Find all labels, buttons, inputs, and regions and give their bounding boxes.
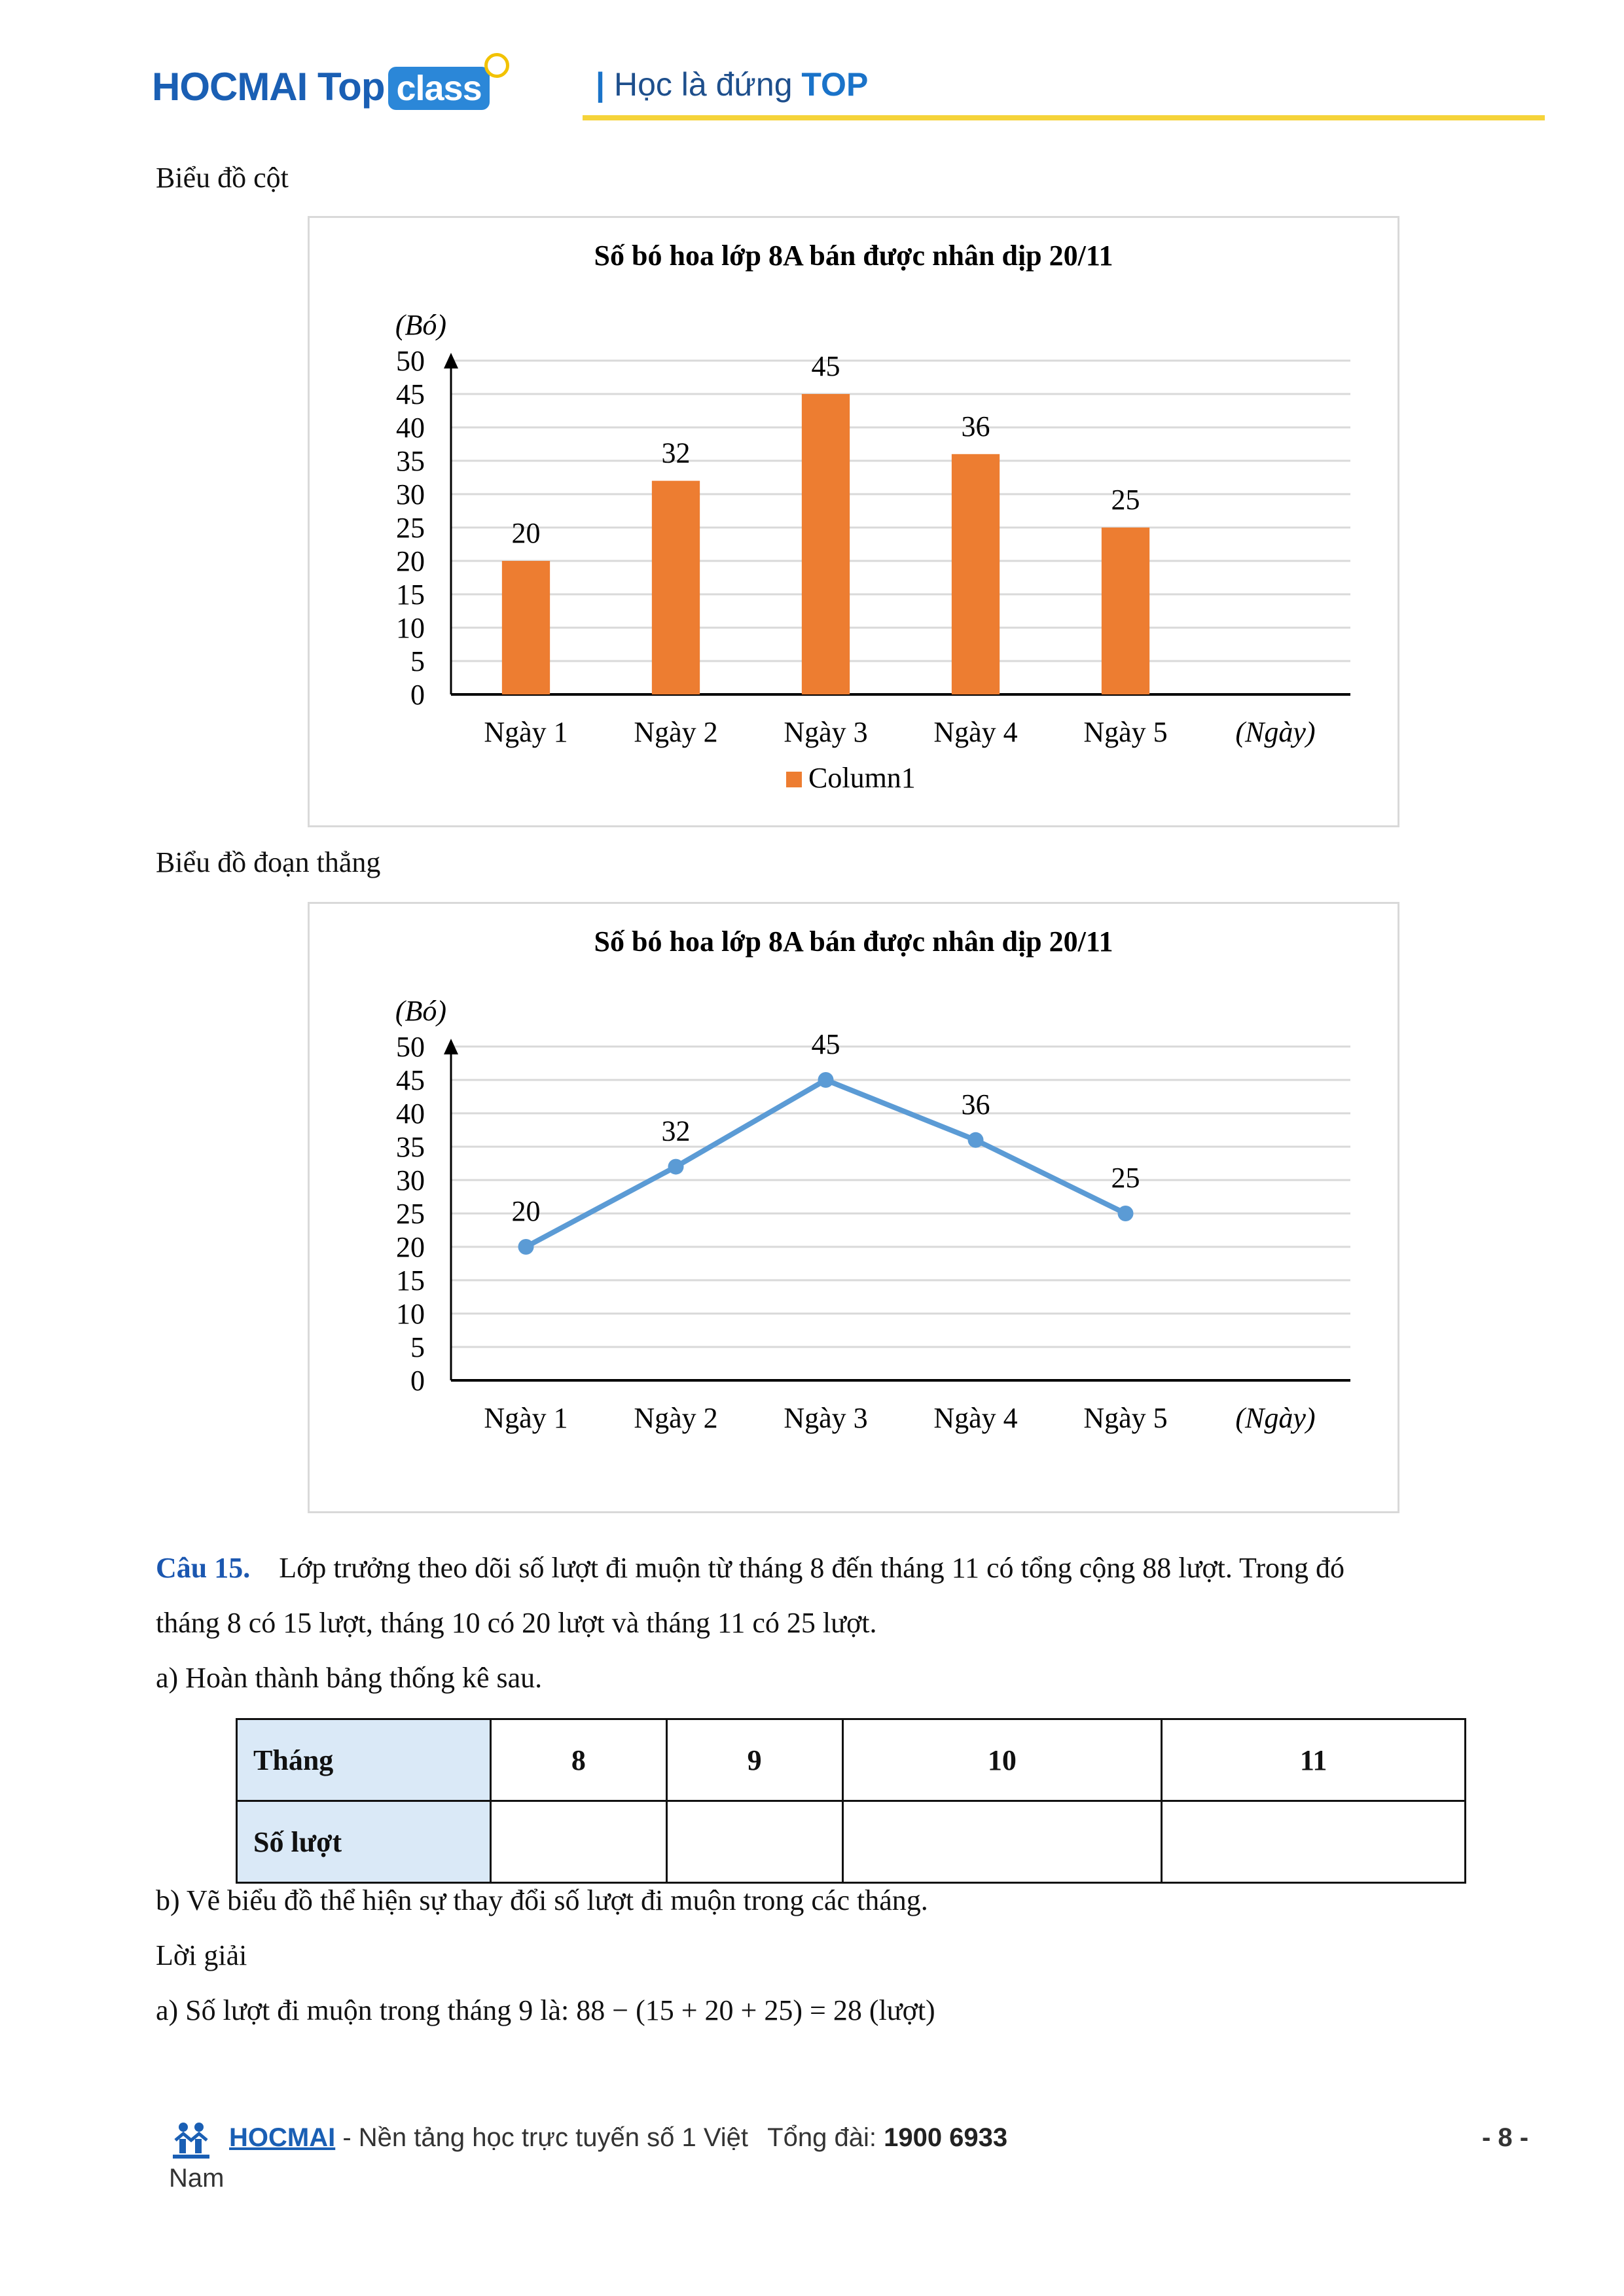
page-number: - 8 - — [1482, 2123, 1529, 2152]
data-point — [518, 1239, 534, 1255]
x-tick-label: Ngày 3 — [784, 716, 868, 748]
bar-chart — [310, 218, 1398, 825]
y-tick-label: 25 — [396, 1198, 425, 1230]
y-tick-label: 10 — [396, 1298, 425, 1330]
y-tick-label: 40 — [396, 412, 425, 444]
question-label: Câu 15. — [156, 1552, 251, 1584]
table-cell-empty — [491, 1801, 667, 1883]
logo-sun-icon — [484, 53, 509, 78]
data-label: 25 — [1111, 1162, 1140, 1194]
y-tick-label: 35 — [396, 445, 425, 477]
x-axis-label: (Ngày) — [1235, 716, 1316, 748]
x-tick-label: Ngày 5 — [1083, 1402, 1168, 1434]
question-line-2: tháng 8 có 15 lượt, tháng 10 có 20 lượt và tháng 11 có 25 lượt. — [156, 1607, 877, 1639]
y-tick-label: 45 — [396, 1064, 425, 1096]
footer-hotline-label: Tổng đài: — [767, 2123, 876, 2152]
bar — [652, 481, 700, 694]
footer-brand-link[interactable]: HOCMAI — [229, 2123, 336, 2152]
line-chart — [310, 904, 1398, 1511]
section-line-chart-label: Biểu đồ đoạn thẳng — [156, 846, 381, 878]
y-tick-label: 40 — [396, 1098, 425, 1130]
data-point — [968, 1132, 984, 1148]
x-axis-label: (Ngày) — [1235, 1402, 1316, 1434]
x-tick-label: Ngày 1 — [484, 716, 568, 748]
table-cell-empty — [1162, 1801, 1466, 1883]
bar — [502, 561, 550, 694]
table-cell-month: 11 — [1162, 1719, 1466, 1801]
question-part-a: a) Hoàn thành bảng thống kê sau. — [156, 1662, 543, 1694]
data-label: 32 — [661, 1115, 691, 1147]
data-label: 25 — [1111, 484, 1140, 516]
x-tick-label: Ngày 1 — [484, 1402, 568, 1434]
x-tick-label: Ngày 3 — [784, 1402, 868, 1434]
bar — [1102, 528, 1149, 694]
table-row — [237, 1719, 1466, 1801]
y-axis-label: (Bó) — [395, 309, 447, 341]
table-head-month: Tháng — [237, 1719, 491, 1801]
y-tick-label: 0 — [410, 1365, 425, 1397]
slogan-prefix: Học là đứng — [614, 66, 793, 103]
data-label: 20 — [511, 1195, 541, 1227]
table-cell-month: 8 — [491, 1719, 667, 1801]
y-tick-label: 30 — [396, 478, 425, 511]
footer-text — [229, 2123, 1007, 2153]
y-tick-label: 5 — [410, 1331, 425, 1363]
y-tick-label: 35 — [396, 1131, 425, 1163]
line-chart-frame — [308, 902, 1399, 1513]
y-tick-label: 45 — [396, 378, 425, 410]
table-cell-empty — [666, 1801, 842, 1883]
hocmai-footer-icon — [169, 2121, 213, 2160]
slogan-bold: TOP — [801, 66, 869, 103]
x-tick-label: Ngày 2 — [634, 1402, 718, 1434]
x-tick-label: Ngày 5 — [1083, 716, 1168, 748]
chart-title: Số bó hoa lớp 8A bán được nhân dịp 20/11 — [594, 240, 1113, 272]
data-label: 45 — [811, 1028, 840, 1060]
bar-chart-frame — [308, 216, 1399, 827]
slogan-divider: | — [596, 66, 605, 103]
y-tick-label: 0 — [410, 679, 425, 711]
data-label: 45 — [811, 350, 840, 382]
legend-swatch — [786, 772, 802, 787]
data-point — [668, 1159, 684, 1175]
table-cell-empty — [842, 1801, 1162, 1883]
bar — [952, 454, 1000, 694]
footer-wrap-text: Nam — [169, 2164, 225, 2193]
logo-class-box: class — [388, 67, 489, 110]
y-tick-label: 25 — [396, 512, 425, 544]
data-label: 36 — [961, 1088, 990, 1121]
x-tick-label: Ngày 4 — [933, 716, 1018, 748]
y-tick-label: 50 — [396, 1031, 425, 1063]
question-line-1 — [156, 1550, 1344, 1587]
y-tick-label: 30 — [396, 1164, 425, 1196]
data-label: 36 — [961, 410, 990, 442]
solution-label: Lời giải — [156, 1939, 247, 1971]
question-part-b: b) Vẽ biểu đồ thể hiện sự thay đổi số lượt đi muộn trong các tháng. — [156, 1884, 928, 1916]
header-slogan — [596, 65, 868, 103]
y-tick-label: 15 — [396, 1265, 425, 1297]
footer-hotline: 1900 6933 — [884, 2123, 1008, 2152]
chart-title: Số bó hoa lớp 8A bán được nhân dịp 20/11 — [594, 925, 1113, 958]
y-tick-label: 10 — [396, 612, 425, 644]
table-row — [237, 1801, 1466, 1883]
x-tick-label: Ngày 4 — [933, 1402, 1018, 1434]
y-tick-label: 15 — [396, 579, 425, 611]
footer-tagline: - Nền tảng học trực tuyến số 1 Việt — [335, 2123, 749, 2152]
series-line — [526, 1080, 1126, 1247]
y-tick-label: 20 — [396, 545, 425, 577]
header-underline — [583, 115, 1545, 120]
y-tick-label: 20 — [396, 1231, 425, 1263]
statistics-table — [236, 1718, 1466, 1884]
table-head-count: Số lượt — [237, 1801, 491, 1883]
bar — [802, 394, 850, 694]
data-point — [1118, 1206, 1134, 1221]
y-axis-label: (Bó) — [395, 995, 447, 1027]
y-tick-label: 50 — [396, 345, 425, 377]
legend-entry: Column1 — [808, 762, 916, 794]
table-cell-month: 9 — [666, 1719, 842, 1801]
logo-main-text: HOCMAI Top — [152, 65, 385, 109]
solution-line-a: a) Số lượt đi muộn trong tháng 9 là: 88 − (15 + 20 + 25) = 28 (lượt) — [156, 1994, 935, 2026]
section-bar-chart-label: Biểu đồ cột — [156, 162, 289, 194]
hocmai-topclass-logo — [152, 64, 514, 110]
data-point — [818, 1072, 834, 1088]
question-text-1: Lớp trưởng theo dõi số lượt đi muộn từ tháng 8 đến tháng 11 có tổng cộng 88 lượt. Trong đó — [279, 1552, 1345, 1584]
x-tick-label: Ngày 2 — [634, 716, 718, 748]
y-tick-label: 5 — [410, 645, 425, 677]
table-cell-month: 10 — [842, 1719, 1162, 1801]
data-label: 20 — [511, 517, 541, 549]
data-label: 32 — [661, 437, 691, 469]
